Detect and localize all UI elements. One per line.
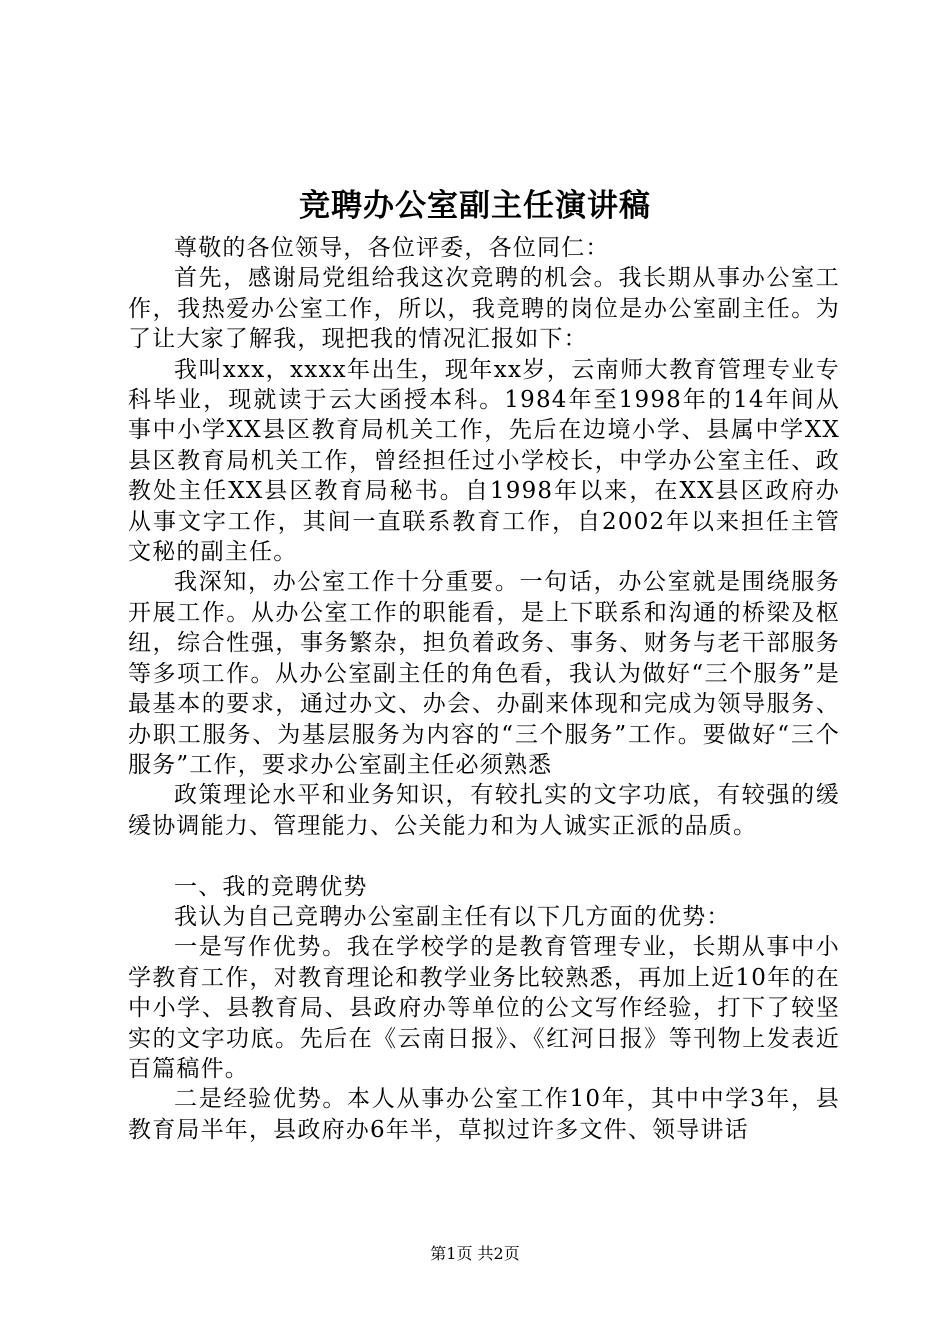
document-title: 竞聘办公室副主任演讲稿 (299, 188, 651, 224)
section-heading-advantages: 一、我的竞聘优势 (174, 873, 368, 900)
paragraph-salutation: 尊敬的各位领导，各位评委，各位同仁： (174, 235, 610, 261)
paragraph-office-importance: 我深知，办公室工作十分重要。一句话，办公室就是围绕服务开展工作。从办公室工作的职能看，是上下联系和沟通的桥梁及枢纽，综合性强，事务繁杂，担负着政务、事务、财务与老干部服务等多项工作。从办公室副主任的角色看，我认为做好“三个服务”是最基本的要求，通过办文、办会、办副来体现和完成为领导服务、办职工服务、为基层服务为内容的“三个服务”工作。要做好“三个服务”工作，要求办公室副主任必须熟悉 (128, 569, 840, 778)
paragraph-advantages-intro: 我认为自己竞聘办公室副主任有以下几方面的优势： (174, 903, 731, 930)
document-body (128, 233, 840, 1145)
paragraph-opening: 首先，感谢局党组给我这次竞聘的机会。我长期从事办公室工作，我热爱办公室工作，所以，我竞聘的岗位是办公室副主任。为了让大家了解我，现把我的情况汇报如下： (128, 265, 840, 353)
paragraph-writing-advantage: 一是写作优势。我在学校学的是教育管理专业，长期从事中小学教育工作，对教育理论和教学业务比较熟悉，再加上近10年的在中小学、县教育局、县政府办等单位的公文写作经验，打下了较坚实的文字功底。先后在《云南日报》、《红河日报》等刊物上发表近百篇稿件。 (128, 934, 840, 1082)
page-footer: 第1页 共2页 (430, 1244, 520, 1263)
paragraph-experience-advantage: 二是经验优势。本人从事办公室工作10年，其中中学3年，县教育局半年，县政府办6年半，草拟过许多文件、领导讲话 (128, 1086, 840, 1143)
paragraph-self-intro: 我叫xxx，xxxx年出生，现年xx岁，云南师大教育管理专业专科毕业，现就读于云大函授本科。1984年至1998年的14年间从事中小学XX县区教育局机关工作，先后在边境小学、县属中学XX县区教育局机关工作，曾经担任过小学校长，中学办公室主任、政教处主任XX县区教育局秘书。自1998年以来，在XX县区政府办从事文字工作，其间一直联系教育工作，自2002年以来担任主管文秘的副主任。 (128, 356, 840, 566)
paragraph-requirements: 政策理论水平和业务知识，有较扎实的文字功底，有较强的缓缓协调能力、管理能力、公关能力和为人诚实正派的品质。 (128, 782, 840, 839)
paragraph-spacer (128, 841, 840, 871)
